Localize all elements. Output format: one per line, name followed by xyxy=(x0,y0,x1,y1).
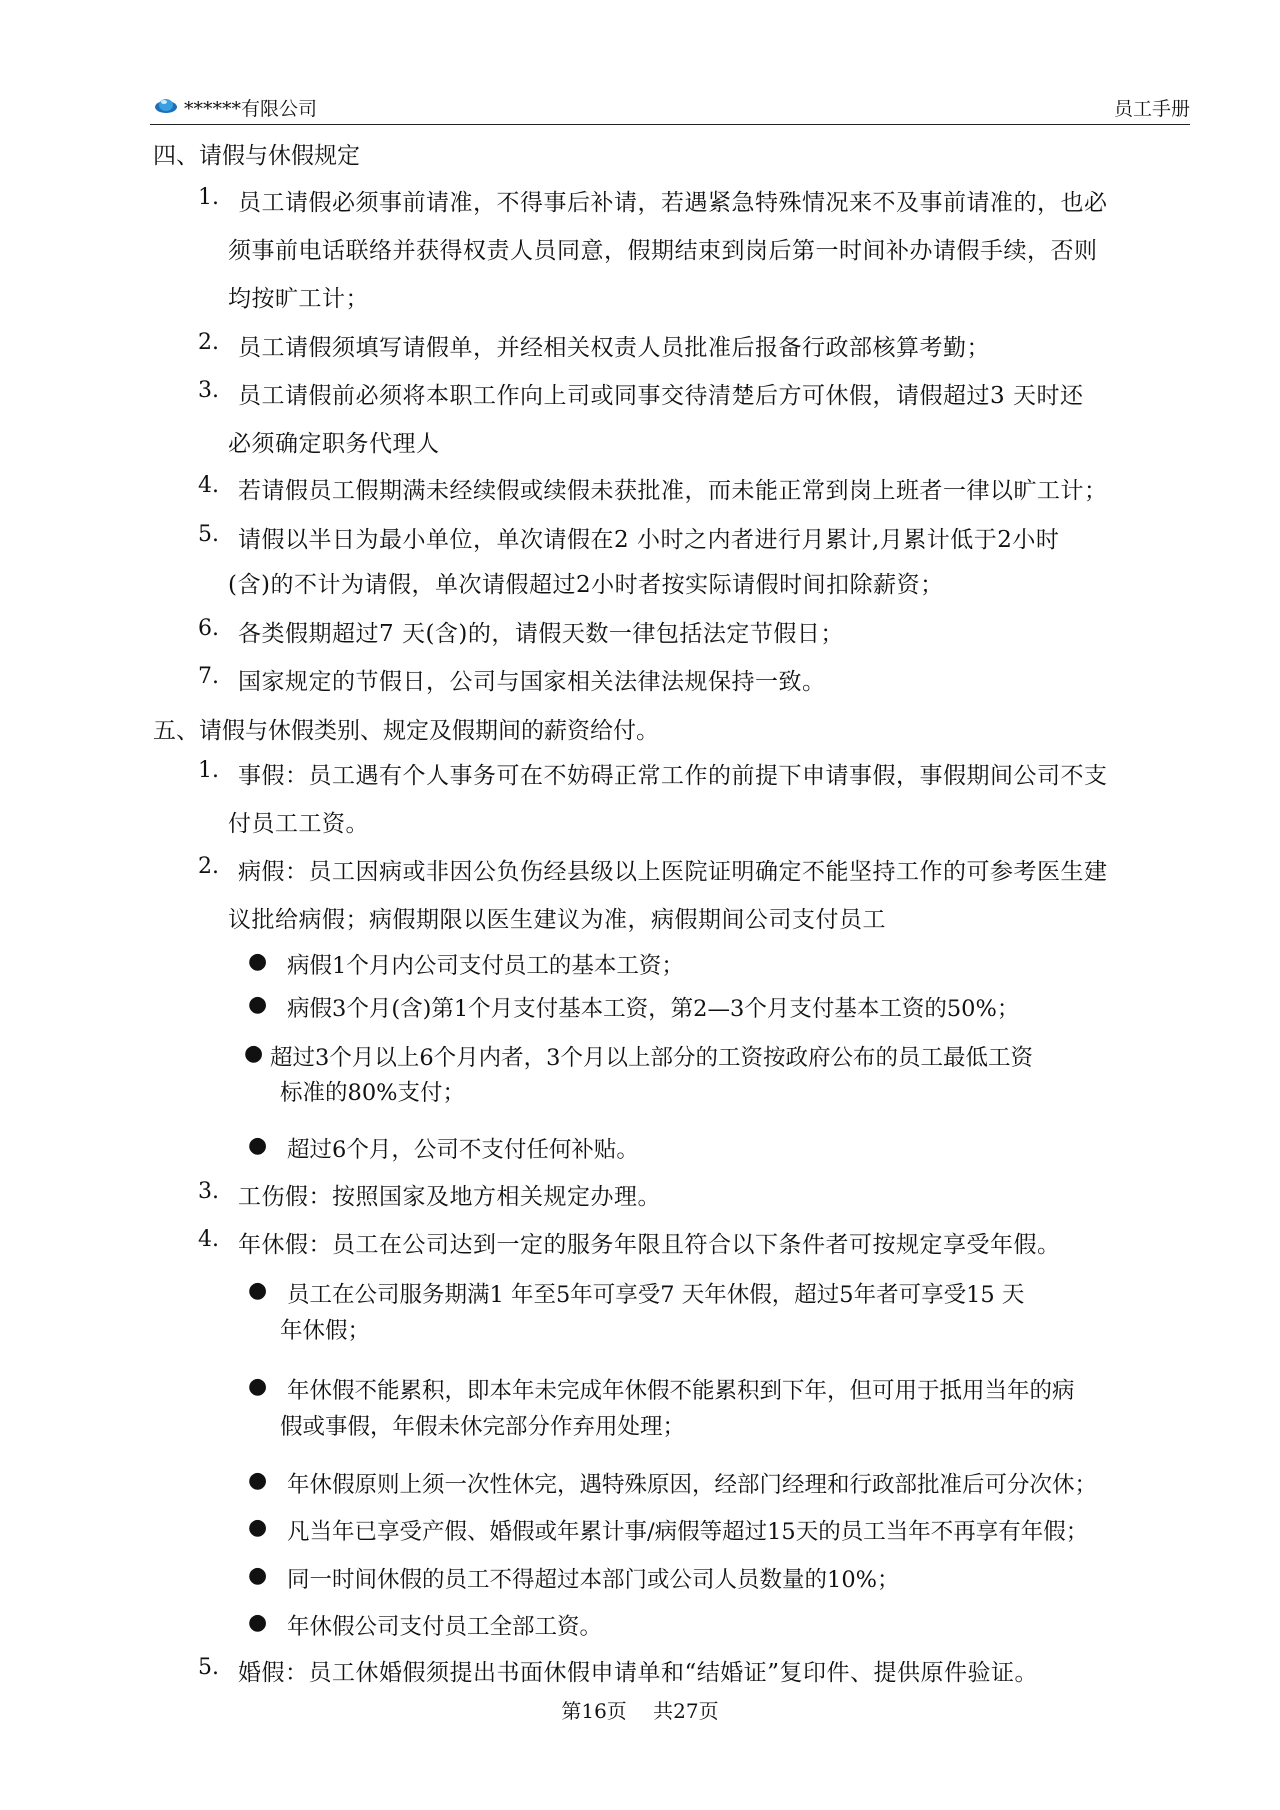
s5-item-3-number: 3. xyxy=(198,1179,219,1204)
s5-item-4-bullet-3: 年休假原则上须一次性休完，遇特殊原因，经部门经理和行政部批准后可分次休； xyxy=(287,1472,1098,1498)
page-header xyxy=(150,92,1190,124)
s4-item-4-number: 4. xyxy=(198,473,219,498)
bullet-icon: ● xyxy=(248,1610,268,1635)
s5-item-3-line-1: 工伤假：按照国家及地方相关规定办理。 xyxy=(238,1184,661,1210)
bullet-icon: ● xyxy=(244,1041,264,1066)
s4-item-5-line-1: 请假以半日为最小单位，单次请假在2 小时之内者进行月累计,月累计低于2小时 xyxy=(238,527,1060,553)
s4-item-7-line-1: 国家规定的节假日，公司与国家相关法律法规保持一致。 xyxy=(238,669,826,695)
s5-item-1-line-2: 付员工工资。 xyxy=(228,811,369,837)
bullet-icon: ● xyxy=(248,1278,268,1303)
s5-item-2-number: 2. xyxy=(198,854,219,879)
s5-item-4-bullet-6: 年休假公司支付员工全部工资。 xyxy=(287,1614,603,1640)
header-divider xyxy=(150,124,1190,125)
s4-item-1-line-3: 均按旷工计； xyxy=(228,286,369,312)
s5-item-2-bullet-3-line-1: 超过3个月以上6个月内者，3个月以上部分的工资按政府公布的员工最低工资 xyxy=(270,1045,1033,1071)
s4-item-3-line-2: 必须确定职务代理人 xyxy=(228,431,440,457)
bullet-icon: ● xyxy=(248,1133,268,1158)
document-title: 员工手册 xyxy=(1113,98,1190,120)
s5-item-5-number: 5. xyxy=(198,1655,219,1680)
s5-item-5-line-1: 婚假：员工休婚假须提出书面休假申请单和“结婚证”复印件、提供原件验证。 xyxy=(238,1660,1039,1686)
s5-item-2-bullet-4: 超过6个月，公司不支付任何补贴。 xyxy=(287,1137,639,1163)
s5-item-2-bullet-3-line-2: 标准的80%支付； xyxy=(280,1080,466,1106)
s4-item-1-line-2: 须事前电话联络并获得权责人员同意，假期结束到岗后第一时间补办请假手续，否则 xyxy=(228,238,1098,264)
company-logo-icon xyxy=(154,96,178,116)
bullet-icon: ● xyxy=(248,1468,268,1493)
s4-item-1-line-1: 员工请假必须事前请准，不得事后补请，若遇紧急特殊情况来不及事前请准的，也必 xyxy=(238,190,1108,216)
s5-item-4-bullet-1-line-1: 员工在公司服务期满1 年至5年可享受7 天年休假，超过5年者可享受15 天 xyxy=(287,1282,1025,1308)
section-4-title: 四、请假与休假规定 xyxy=(153,143,360,169)
bullet-icon: ● xyxy=(248,949,268,974)
s4-item-6-number: 6. xyxy=(198,616,219,641)
s5-item-4-bullet-4: 凡当年已享受产假、婚假或年累计事/病假等超过15天的员工当年不再享有年假； xyxy=(287,1519,1089,1545)
bullet-icon: ● xyxy=(248,1515,268,1540)
s4-item-3-number: 3. xyxy=(198,378,219,403)
s5-item-4-line-1: 年休假：员工在公司达到一定的服务年限且符合以下条件者可按规定享受年假。 xyxy=(238,1232,1061,1258)
s4-item-1-number: 1. xyxy=(198,185,219,210)
bullet-icon: ● xyxy=(248,1563,268,1588)
s5-item-1-line-1: 事假：员工遇有个人事务可在不妨碍正常工作的前提下申请事假，事假期间公司不支 xyxy=(238,763,1108,789)
s5-item-4-bullet-5: 同一时间休假的员工不得超过本部门或公司人员数量的10%； xyxy=(287,1567,900,1593)
s5-item-4-bullet-1-line-2: 年休假； xyxy=(280,1318,371,1344)
bullet-icon: ● xyxy=(248,1374,268,1399)
s5-item-1-number: 1. xyxy=(198,758,219,783)
s5-item-2-line-1: 病假：员工因病或非因公负伤经县级以上医院证明确定不能坚持工作的可参考医生建 xyxy=(238,859,1108,885)
s5-item-4-bullet-2-line-2: 假或事假，年假未休完部分作弃用处理； xyxy=(280,1414,686,1440)
s4-item-6-line-1: 各类假期超过7 天(含)的，请假天数一律包括法定节假日； xyxy=(238,621,844,647)
s5-item-2-bullet-1: 病假1个月内公司支付员工的基本工资； xyxy=(287,953,684,979)
s5-item-2-bullet-2: 病假3个月(含)第1个月支付基本工资，第2—3个月支付基本工资的50%； xyxy=(287,996,1020,1022)
s5-item-4-number: 4. xyxy=(198,1227,219,1252)
s4-item-5-number: 5. xyxy=(198,522,219,547)
s4-item-2-number: 2. xyxy=(198,330,219,355)
company-name: ******有限公司 xyxy=(184,98,318,120)
page-footer xyxy=(0,1695,1280,1724)
s5-item-4-bullet-2-line-1: 年休假不能累积，即本年未完成年休假不能累积到下年，但可用于抵用当年的病 xyxy=(287,1378,1075,1404)
s4-item-3-line-1: 员工请假前必须将本职工作向上司或同事交待清楚后方可休假，请假超过3 天时还 xyxy=(238,383,1084,409)
bullet-icon: ● xyxy=(248,992,268,1017)
s4-item-2-line-1: 员工请假须填写请假单，并经相关权责人员批准后报备行政部核算考勤； xyxy=(238,335,990,361)
s5-item-2-line-2: 议批给病假；病假期限以医生建议为准，病假期间公司支付员工 xyxy=(228,907,886,933)
page-total: 共27页 xyxy=(653,1699,719,1723)
s4-item-5-line-2: (含)的不计为请假，单次请假超过2小时者按实际请假时间扣除薪资； xyxy=(228,572,944,598)
section-5-title: 五、请假与休假类别、规定及假期间的薪资给付。 xyxy=(153,718,659,744)
page-number: 第16页 xyxy=(561,1699,627,1723)
s4-item-4-line-1: 若请假员工假期满未经续假或续假未获批准，而未能正常到岗上班者一律以旷工计； xyxy=(238,478,1108,504)
s4-item-7-number: 7. xyxy=(198,664,219,689)
